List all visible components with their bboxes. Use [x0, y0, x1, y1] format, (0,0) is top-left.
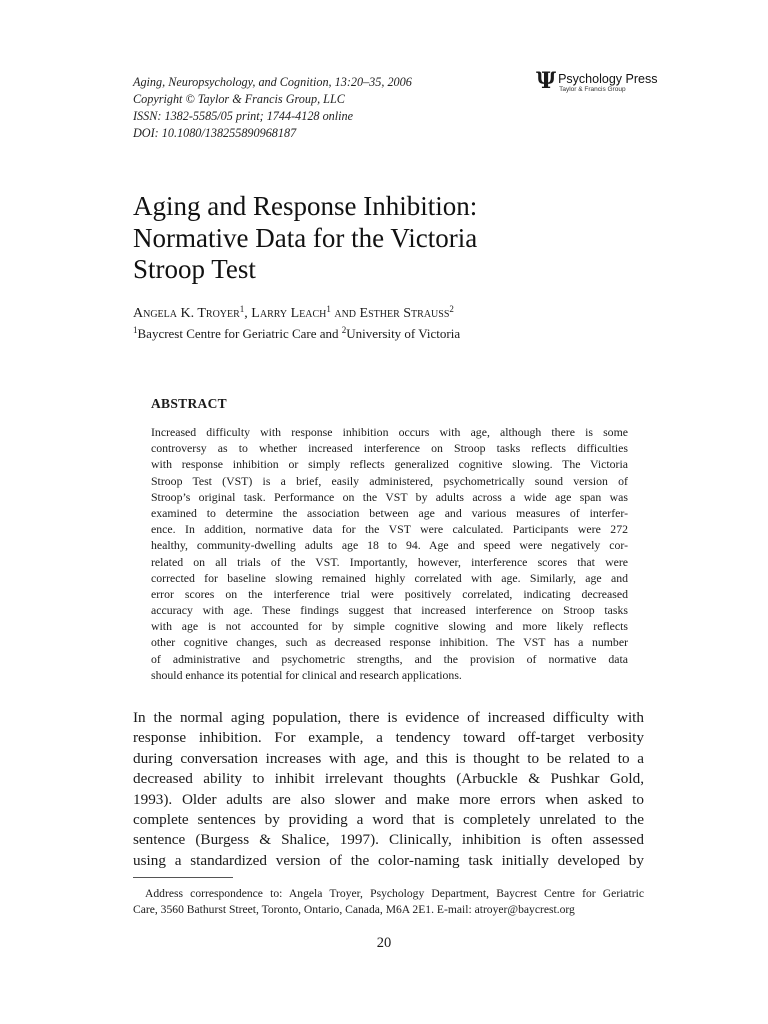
footnote-line: Care, 3560 Bathurst Street, Toronto, Ontario, Canada, M6A 2E1. E-mail: atroyer@baycrest.org — [133, 903, 575, 916]
body-line: 1993). Older adults are also slower and make more errors when asked to — [133, 790, 644, 808]
author-name: Esther Strauss — [359, 306, 450, 321]
title-line: Stroop Test — [133, 254, 256, 284]
body-line: using a standardized version of the color-naming task initially developed by — [133, 851, 644, 869]
abstract-line: examined to determine the association between age and various measures of interfer- — [151, 505, 628, 520]
abstract-line: accuracy with age. These findings suggest that increased interference on Stroop tasks — [151, 603, 628, 618]
psi-icon: Ψ — [536, 68, 557, 94]
author-name: Larry Leach — [251, 306, 327, 321]
abstract-heading: ABSTRACT — [151, 396, 227, 411]
publisher-subtitle: Taylor & Francis Group — [559, 86, 626, 93]
abstract-body — [151, 424, 628, 683]
body-line: In the normal aging population, there is evidence of increased difficulty with — [133, 709, 644, 726]
abstract-line: healthy, community-dwelling adults age 18 to 94. Age and speed were negatively cor- — [151, 538, 628, 553]
journal-doi: DOI: 10.1080/138255890968187 — [133, 126, 297, 140]
abstract-line: Increased difficulty with response inhibition occurs with age, although there is some — [151, 425, 628, 439]
author-separator: and — [330, 306, 360, 321]
body-line: during conversation increases with age, and this is thought to be related to a — [133, 749, 644, 767]
author-separator: , — [244, 306, 252, 321]
abstract-line: other cognitive changes, such as decreased response inhibition. The VST has a number — [151, 635, 628, 650]
body-line: complete sentences by providing a word that is completely unrelated to the — [133, 810, 644, 828]
body-paragraph — [133, 708, 644, 871]
abstract-line: with response inhibition or simply reflects generalized cognitive slowing. The Victoria — [151, 457, 628, 472]
author-list — [133, 305, 454, 323]
abstract-line: controversy as to whether increased interference on Stroop tasks reflects difficulties — [151, 441, 628, 456]
footnote-line: Address correspondence to: Angela Troyer, Psychology Department, Baycrest Centre for Geriatric — [145, 887, 644, 900]
footnote-divider — [133, 877, 233, 878]
affiliation-text: Baycrest Centre for Geriatric Care and — [137, 326, 342, 341]
page-number: 20 — [376, 935, 392, 951]
title-line: Aging and Response Inhibition: — [133, 191, 478, 221]
abstract-line: related on all trials of the VST. Importantly, however, interference scores that were — [151, 554, 628, 569]
abstract-line: Stroop’s original task. Performance on the VST by adults across a wide age span was — [151, 489, 628, 504]
article-title — [133, 191, 477, 286]
abstract-line: Stroop Test (VST) is a brief, easily administered, psychometrically sound version of — [151, 473, 628, 488]
affiliation-marker: 1 — [239, 304, 245, 314]
affiliation-marker: 1 — [326, 304, 331, 314]
abstract-line: corrected for baseline slowing remained highly correlated with age. Similarly, age and — [151, 570, 628, 585]
abstract-line: ence. In addition, normative data for the VST were calculated. Participants were 272 — [151, 522, 628, 537]
body-line: response inhibition. For example, a tendency toward off-target verbosity — [133, 729, 644, 747]
journal-copyright: Copyright © Taylor & Francis Group, LLC — [133, 92, 345, 106]
author-name: Angela K. Troyer — [133, 306, 240, 321]
title-line: Normative Data for the Victoria — [133, 222, 478, 253]
footnote — [133, 886, 644, 918]
journal-issn: ISSN: 1382-5585/05 print; 1744-4128 online — [133, 109, 354, 123]
body-line: decreased ability to inhibit irrelevant thoughts (Arbuckle & Pushkar Gold, — [133, 770, 644, 788]
affiliation-marker: 1 — [133, 325, 138, 335]
affiliations — [133, 325, 460, 343]
abstract-line: with age is not accounted for by simple cognitive slowing and more likely reflects — [151, 619, 628, 634]
journal-citation: Aging, Neuropsychology, and Cognition, 13:20–35, 2006 — [133, 75, 412, 89]
abstract-line: error scores on the interference trial were positively correlated, indicating decreased — [151, 586, 628, 601]
publisher-name: Psychology Press — [558, 72, 658, 86]
abstract-line: should enhance its potential for clinical and research applications. — [151, 667, 462, 682]
body-line: sentence (Burgess & Shalice, 1997). Clinically, inhibition is often assessed — [133, 831, 644, 849]
affiliation-marker: 2 — [449, 304, 454, 314]
affiliation-text: University of Victoria — [346, 326, 461, 341]
journal-info — [133, 74, 412, 142]
abstract-line: of administrative and psychometric strengths, and the provision of normative data — [151, 651, 628, 666]
publisher-logo — [536, 68, 658, 94]
affiliation-marker: 2 — [341, 325, 347, 335]
